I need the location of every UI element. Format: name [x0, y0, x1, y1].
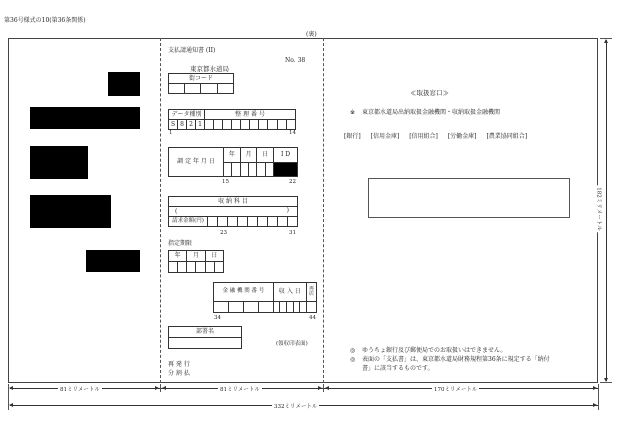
note-mark: ◎ [350, 356, 356, 363]
dimension-tick [600, 38, 612, 39]
asterisk-mark: ※ [350, 109, 356, 116]
area-code-label: 街コード [169, 74, 234, 84]
col-index: 1 [169, 130, 173, 136]
deadline-label: 指定期限 [168, 240, 193, 247]
dimension-tick [323, 384, 324, 392]
receipt-date-label: 収 入 日 [273, 283, 306, 302]
bank-type-list [344, 131, 527, 140]
ref-number-label: 整 理 番 号 [205, 110, 296, 120]
col-index: 31 [289, 230, 296, 236]
store-label: 再店 [307, 283, 317, 302]
col-index: 23 [220, 230, 227, 236]
area-code-table [168, 73, 234, 94]
arrow-right-icon [593, 403, 597, 407]
col-index: 14 [289, 130, 296, 136]
panel-divider-right [323, 38, 324, 383]
data-type-value: 2 [187, 120, 196, 130]
dimension-tick [600, 382, 612, 383]
notice-org: 東京都水道局 [190, 65, 229, 73]
arrow-left-icon [325, 386, 329, 390]
stamp-box [368, 178, 570, 218]
height-dimension-line [606, 40, 607, 381]
department-table [168, 326, 242, 349]
institutions-note: 東京都水道局出納取扱金融機関・収納取扱金融機関 [362, 109, 501, 116]
panel-divider-left [160, 38, 161, 383]
side-label: (裏) [306, 31, 317, 38]
paren-open: ( [175, 207, 178, 215]
col-index: 34 [214, 315, 221, 321]
bank-receipt-table [213, 282, 317, 313]
receipt-item-table [168, 196, 298, 227]
redaction-block [30, 195, 111, 228]
bank-number-label: 金 融 機 関 番 号 [214, 283, 274, 302]
note-2-line2: 書」に該当するものです。 [362, 365, 434, 372]
arrow-left-icon [9, 403, 13, 407]
deadline-table [168, 250, 224, 273]
billing-amount-label: 請求金額(円) [169, 217, 208, 227]
arrow-right-icon [593, 386, 597, 390]
paren-close: ) [286, 207, 289, 214]
arrow-left-icon [9, 386, 13, 390]
month-label: 月 [240, 148, 257, 163]
left-width-label: 81ミリメートル [60, 387, 100, 393]
col-index: 15 [222, 179, 229, 185]
notice-number: No. 38 [285, 57, 306, 64]
bank-type: [労働金庫] [447, 133, 477, 140]
height-dimension-label: 182ミリメートル [595, 187, 602, 231]
window-title: ≪取扱窓口≫ [410, 89, 449, 97]
redaction-block [30, 146, 88, 179]
survey-date-label: 調 定 年 月 日 [169, 148, 224, 177]
deadline-month: 月 [187, 251, 205, 262]
note-mark: ◎ [350, 347, 356, 354]
notice-title: 支払請通知書 (II) [168, 47, 216, 54]
redaction-block [108, 72, 140, 96]
deadline-day: 日 [205, 251, 223, 262]
arrow-right-icon [318, 386, 322, 390]
deadline-year: 年 [169, 251, 187, 262]
dimension-tick [598, 384, 599, 410]
year-label: 年 [224, 148, 241, 163]
survey-date-table [168, 147, 298, 177]
note-1: ゆうちょ銀行及び郵便局でのお取扱いはできません。 [362, 347, 507, 354]
bank-type: [信用組合] [409, 133, 438, 140]
col-index: 22 [289, 179, 296, 185]
data-type-label: データ種別 [169, 110, 205, 120]
redaction-block [30, 107, 140, 129]
arrow-up-icon [604, 39, 608, 43]
redaction-block [86, 250, 140, 272]
dimension-tick [160, 384, 161, 392]
bank-type: [農業協同組合] [486, 133, 528, 140]
data-type-value: S [169, 120, 178, 130]
form-number: 第36号様式の10(第36条関係) [4, 17, 86, 24]
right-width-label: 170ミリメートル [434, 387, 478, 393]
reissue-label: 再 発 行 [168, 361, 190, 368]
data-type-value: 1 [196, 120, 205, 130]
receipt-item-label: 収 納 科 目 [169, 197, 298, 207]
note-2-line1: 表面の「支払書」は、東京都水道局財務規程第36条に規定する「納付 [362, 356, 550, 363]
arrow-left-icon [162, 386, 166, 390]
col-index: 44 [309, 315, 316, 321]
mid-width-label: 81ミリメートル [220, 387, 260, 393]
bank-type: [信用金庫] [370, 133, 400, 140]
day-label: 日 [257, 148, 274, 163]
total-width-label: 332ミリメートル [274, 404, 318, 410]
ref-number-table [168, 109, 296, 130]
id-label: I D [273, 148, 297, 163]
bank-type: [銀行] [344, 133, 361, 140]
data-type-value: 8 [178, 120, 187, 130]
receipt-surface-label: (領収印表面) [276, 341, 308, 347]
installment-label: 分 割 払 [168, 370, 190, 377]
arrow-right-icon [155, 386, 159, 390]
department-label: 部署名 [169, 327, 242, 338]
